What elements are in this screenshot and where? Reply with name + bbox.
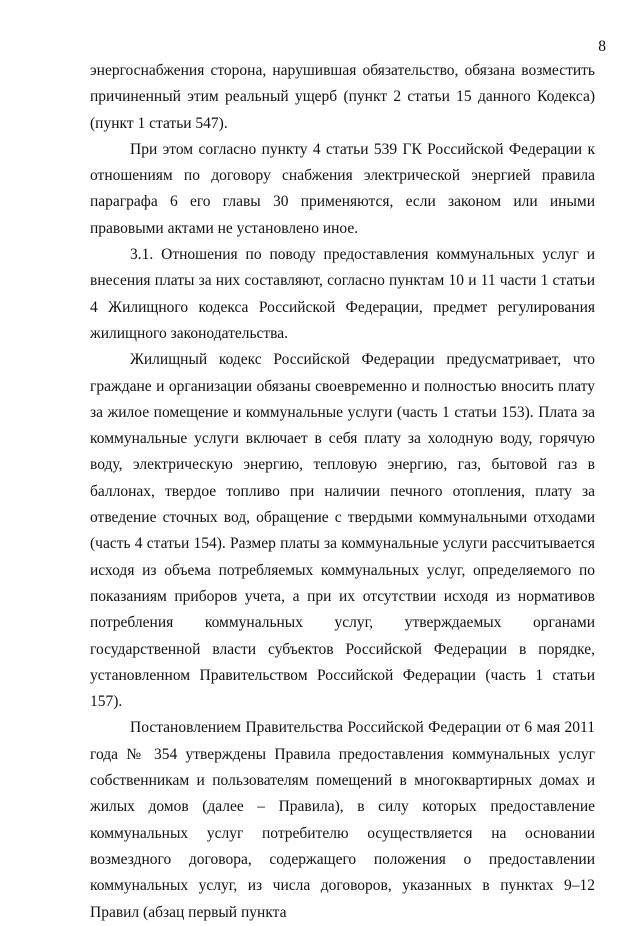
paragraph-article-539: При этом согласно пункту 4 статьи 539 ГК Российской Федерации к отношениям по договору снабжения электрической энергией правила параграфа 6 его главы 30 применяются, если законом или иными правовыми актами не установлено иное.	[90, 140, 595, 237]
paragraph-government-resolution: Постановлением Правительства Российской Федерации от 6 мая 2011 года № 354 утверждены Правила предоставления коммунальных услуг собственникам и пользователям помещений в многоквартирных домах и жилых домов (далее – Правила), в силу которых предоставление коммунальных услуг потребителю осуществляется на основании возмездного договора, содержащего положения о предоставлении коммунальных услуг, из числа договоров, указанных в пунктах 9–12 Правил (абзац первый пункта	[90, 719, 595, 921]
paragraph-housing-code: Жилищный кодекс Российской Федерации предусматривает, что граждане и организации обязаны своевременно и полностью вносить плату за жилое помещение и коммунальные услуги (часть 1 статьи 153). Плата за коммунальные услуги включает в себя плату за холодную воду, горячую воду, электрическую энергию, тепловую энергию, газ, бытовой газ в баллонах, твердое топливо при наличии печного отопления, плату за отведение сточных вод, обращение с твердыми коммунальными отходами (часть 4 статьи 154). Размер платы за коммунальные услуги рассчитывается исходя из объема потребляемых коммунальных услуг, определяемого по показаниям приборов учета, а при их отсутствии исходя из нормативов потребления коммунальных услуг, утверждаемых органами государственной власти субъектов Российской Федерации в порядке, установленном Правительством Российской Федерации (часть 1 статьи 157).	[90, 351, 595, 711]
document-body	[90, 58, 595, 926]
paragraph-section-3-1: 3.1. Отношения по поводу предоставления коммунальных услуг и внесения платы за них составляют, согласно пунктам 10 и 11 части 1 статьи 4 Жилищного кодекса Российской Федерации, предмет регулирования жилищного законодательства.	[90, 246, 595, 342]
page-number: 8	[598, 38, 606, 55]
paragraph-continuation: энергоснабжения сторона, нарушившая обязательство, обязана возместить причиненный этим реальный ущерб (пункт 2 статьи 15 данного Кодекса) (пункт 1 статьи 547).	[90, 62, 595, 132]
